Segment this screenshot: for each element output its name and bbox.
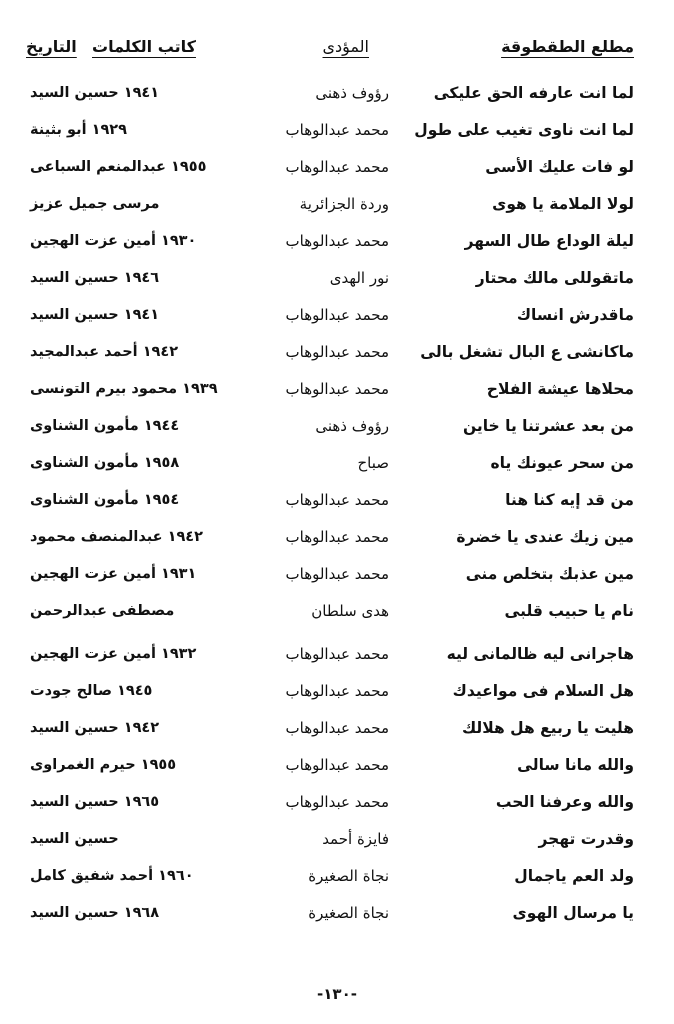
header-date: التاريخ — [26, 37, 77, 56]
table-row — [0, 559, 674, 596]
song-lyricist: ١٩٥٤ مأمون الشناوى — [30, 492, 180, 508]
table-header — [0, 32, 674, 69]
song-title: من قد إيه كنا هنا — [505, 491, 634, 509]
song-title: والله وعرفنا الحب — [495, 793, 634, 811]
song-singer: رؤوف ذهنى — [315, 84, 389, 102]
song-title: هاجرانى ليه ظالمانى ليه — [446, 645, 634, 663]
song-lyricist: ١٩٤٤ مأمون الشناوى — [30, 418, 180, 434]
song-title: ماقدرش انساك — [516, 306, 634, 324]
song-title: من بعد عشرتنا يا خاين — [462, 417, 634, 435]
song-title: هليت يا ربيع هل هلالك — [461, 719, 634, 737]
song-lyricist: ١٩٦٨ حسين السيد — [30, 905, 160, 921]
song-singer: محمد عبدالوهاب — [285, 232, 389, 250]
song-lyricist: ١٩٦٠ أحمد شفيق كامل — [30, 868, 194, 884]
song-title: ليلة الوداع طال السهر — [464, 232, 634, 250]
song-title: والله مانا سالى — [517, 756, 634, 774]
song-lyricist: ١٩٤٢ أحمد عبدالمجيد — [30, 344, 179, 360]
song-lyricist: حسين السيد — [30, 831, 119, 847]
song-lyricist: ١٩٥٨ مأمون الشناوى — [30, 455, 180, 471]
table-row — [0, 861, 674, 898]
song-singer: محمد عبدالوهاب — [285, 158, 389, 176]
song-title: لو فات عليك الأسى — [485, 158, 634, 176]
song-lyricist: ١٩٤١ حسين السيد — [30, 85, 160, 101]
song-lyricist: ١٩٢٩ أبو بثينة — [30, 122, 128, 138]
song-lyricist: ١٩٥٥ حيرم الغمراوى — [30, 757, 177, 773]
table-row — [0, 485, 674, 522]
table-row — [0, 676, 674, 713]
song-title: ولد العم ياجمال — [514, 867, 634, 885]
song-singer: محمد عبدالوهاب — [285, 719, 389, 737]
song-singer: هدى سلطان — [311, 602, 389, 620]
song-title: مين زيك عندى يا خضرة — [456, 528, 634, 546]
table-row — [0, 596, 674, 633]
song-singer: وردة الجزائرية — [299, 195, 389, 213]
table-row — [0, 337, 674, 374]
header-title: مطلع الطقطوقة — [501, 37, 634, 56]
song-singer: محمد عبدالوهاب — [285, 343, 389, 361]
song-singer: محمد عبدالوهاب — [285, 682, 389, 700]
table-row — [0, 263, 674, 300]
header-singer: المؤدى — [322, 37, 369, 56]
song-title: يا مرسال الهوى — [512, 904, 634, 922]
table-row — [0, 115, 674, 152]
song-lyricist: ١٩٦٥ حسين السيد — [30, 794, 160, 810]
table-row — [0, 448, 674, 485]
table-row — [0, 713, 674, 750]
table-row — [0, 824, 674, 861]
song-lyricist: مصطفى عبدالرحمن — [30, 603, 175, 619]
song-title: لولا الملامة يا هوى — [492, 195, 634, 213]
header-lyricist: كاتب الكلمات — [92, 37, 196, 56]
table-row — [0, 226, 674, 263]
song-lyricist: ١٩٣٢ أمين عزت الهجين — [30, 646, 197, 662]
table-row — [0, 639, 674, 676]
song-title: مين عذبك بتخلص منى — [465, 565, 634, 583]
song-singer: محمد عبدالوهاب — [285, 645, 389, 663]
song-singer: نجاة الصغيرة — [308, 904, 389, 922]
song-lyricist: ١٩٣٠ أمين عزت الهجين — [30, 233, 197, 249]
song-singer: رؤوف ذهنى — [315, 417, 389, 435]
song-singer: محمد عبدالوهاب — [285, 793, 389, 811]
song-singer: نجاة الصغيرة — [308, 867, 389, 885]
song-singer: محمد عبدالوهاب — [285, 306, 389, 324]
song-lyricist: ١٩٤١ حسين السيد — [30, 307, 160, 323]
song-singer: محمد عبدالوهاب — [285, 756, 389, 774]
song-lyricist: ١٩٣٩ محمود بيرم التونسى — [30, 381, 218, 397]
table-row — [0, 787, 674, 824]
song-lyricist: ١٩٣١ أمين عزت الهجين — [30, 566, 197, 582]
song-lyricist: ١٩٤٢ عبدالمنصف محمود — [30, 529, 203, 545]
table-row — [0, 300, 674, 337]
song-title: ماكانشى ع البال تشغل بالى — [420, 343, 634, 361]
table-row — [0, 750, 674, 787]
song-lyricist: ١٩٥٥ عبدالمنعم السباعى — [30, 159, 207, 175]
table-row — [0, 898, 674, 935]
table-row — [0, 411, 674, 448]
song-singer: محمد عبدالوهاب — [285, 528, 389, 546]
song-singer: محمد عبدالوهاب — [285, 121, 389, 139]
song-title: ماتقوللى مالك محتار — [475, 269, 634, 287]
table-row — [0, 374, 674, 411]
song-singer: محمد عبدالوهاب — [285, 491, 389, 509]
song-title: من سحر عيونك ياه — [490, 454, 634, 472]
song-singer: صباح — [357, 454, 389, 472]
song-lyricist: مرسى جميل عزيز — [30, 196, 160, 212]
table-row — [0, 189, 674, 226]
song-title: هل السلام فى مواعيدك — [452, 682, 634, 700]
song-lyricist: ١٩٤٦ حسين السيد — [30, 270, 160, 286]
song-title: نام يا حبيب قلبى — [504, 602, 634, 620]
song-lyricist: ١٩٤٢ حسين السيد — [30, 720, 160, 736]
song-title: لما انت عارفه الحق عليكى — [433, 84, 634, 102]
song-title: لما انت ناوى تغيب على طول — [414, 121, 634, 139]
song-singer: محمد عبدالوهاب — [285, 565, 389, 583]
song-title: وقدرت تهجر — [538, 830, 634, 848]
table-row — [0, 78, 674, 115]
page-number: -١٣٠- — [317, 985, 357, 1003]
song-singer: محمد عبدالوهاب — [285, 380, 389, 398]
table-row — [0, 152, 674, 189]
table-row — [0, 522, 674, 559]
song-singer: نور الهدى — [329, 269, 389, 287]
song-lyricist: ١٩٤٥ صالح جودت — [30, 683, 153, 699]
song-title: محلاها عيشة الفلاح — [486, 380, 634, 398]
song-singer: فايزة أحمد — [322, 830, 389, 848]
